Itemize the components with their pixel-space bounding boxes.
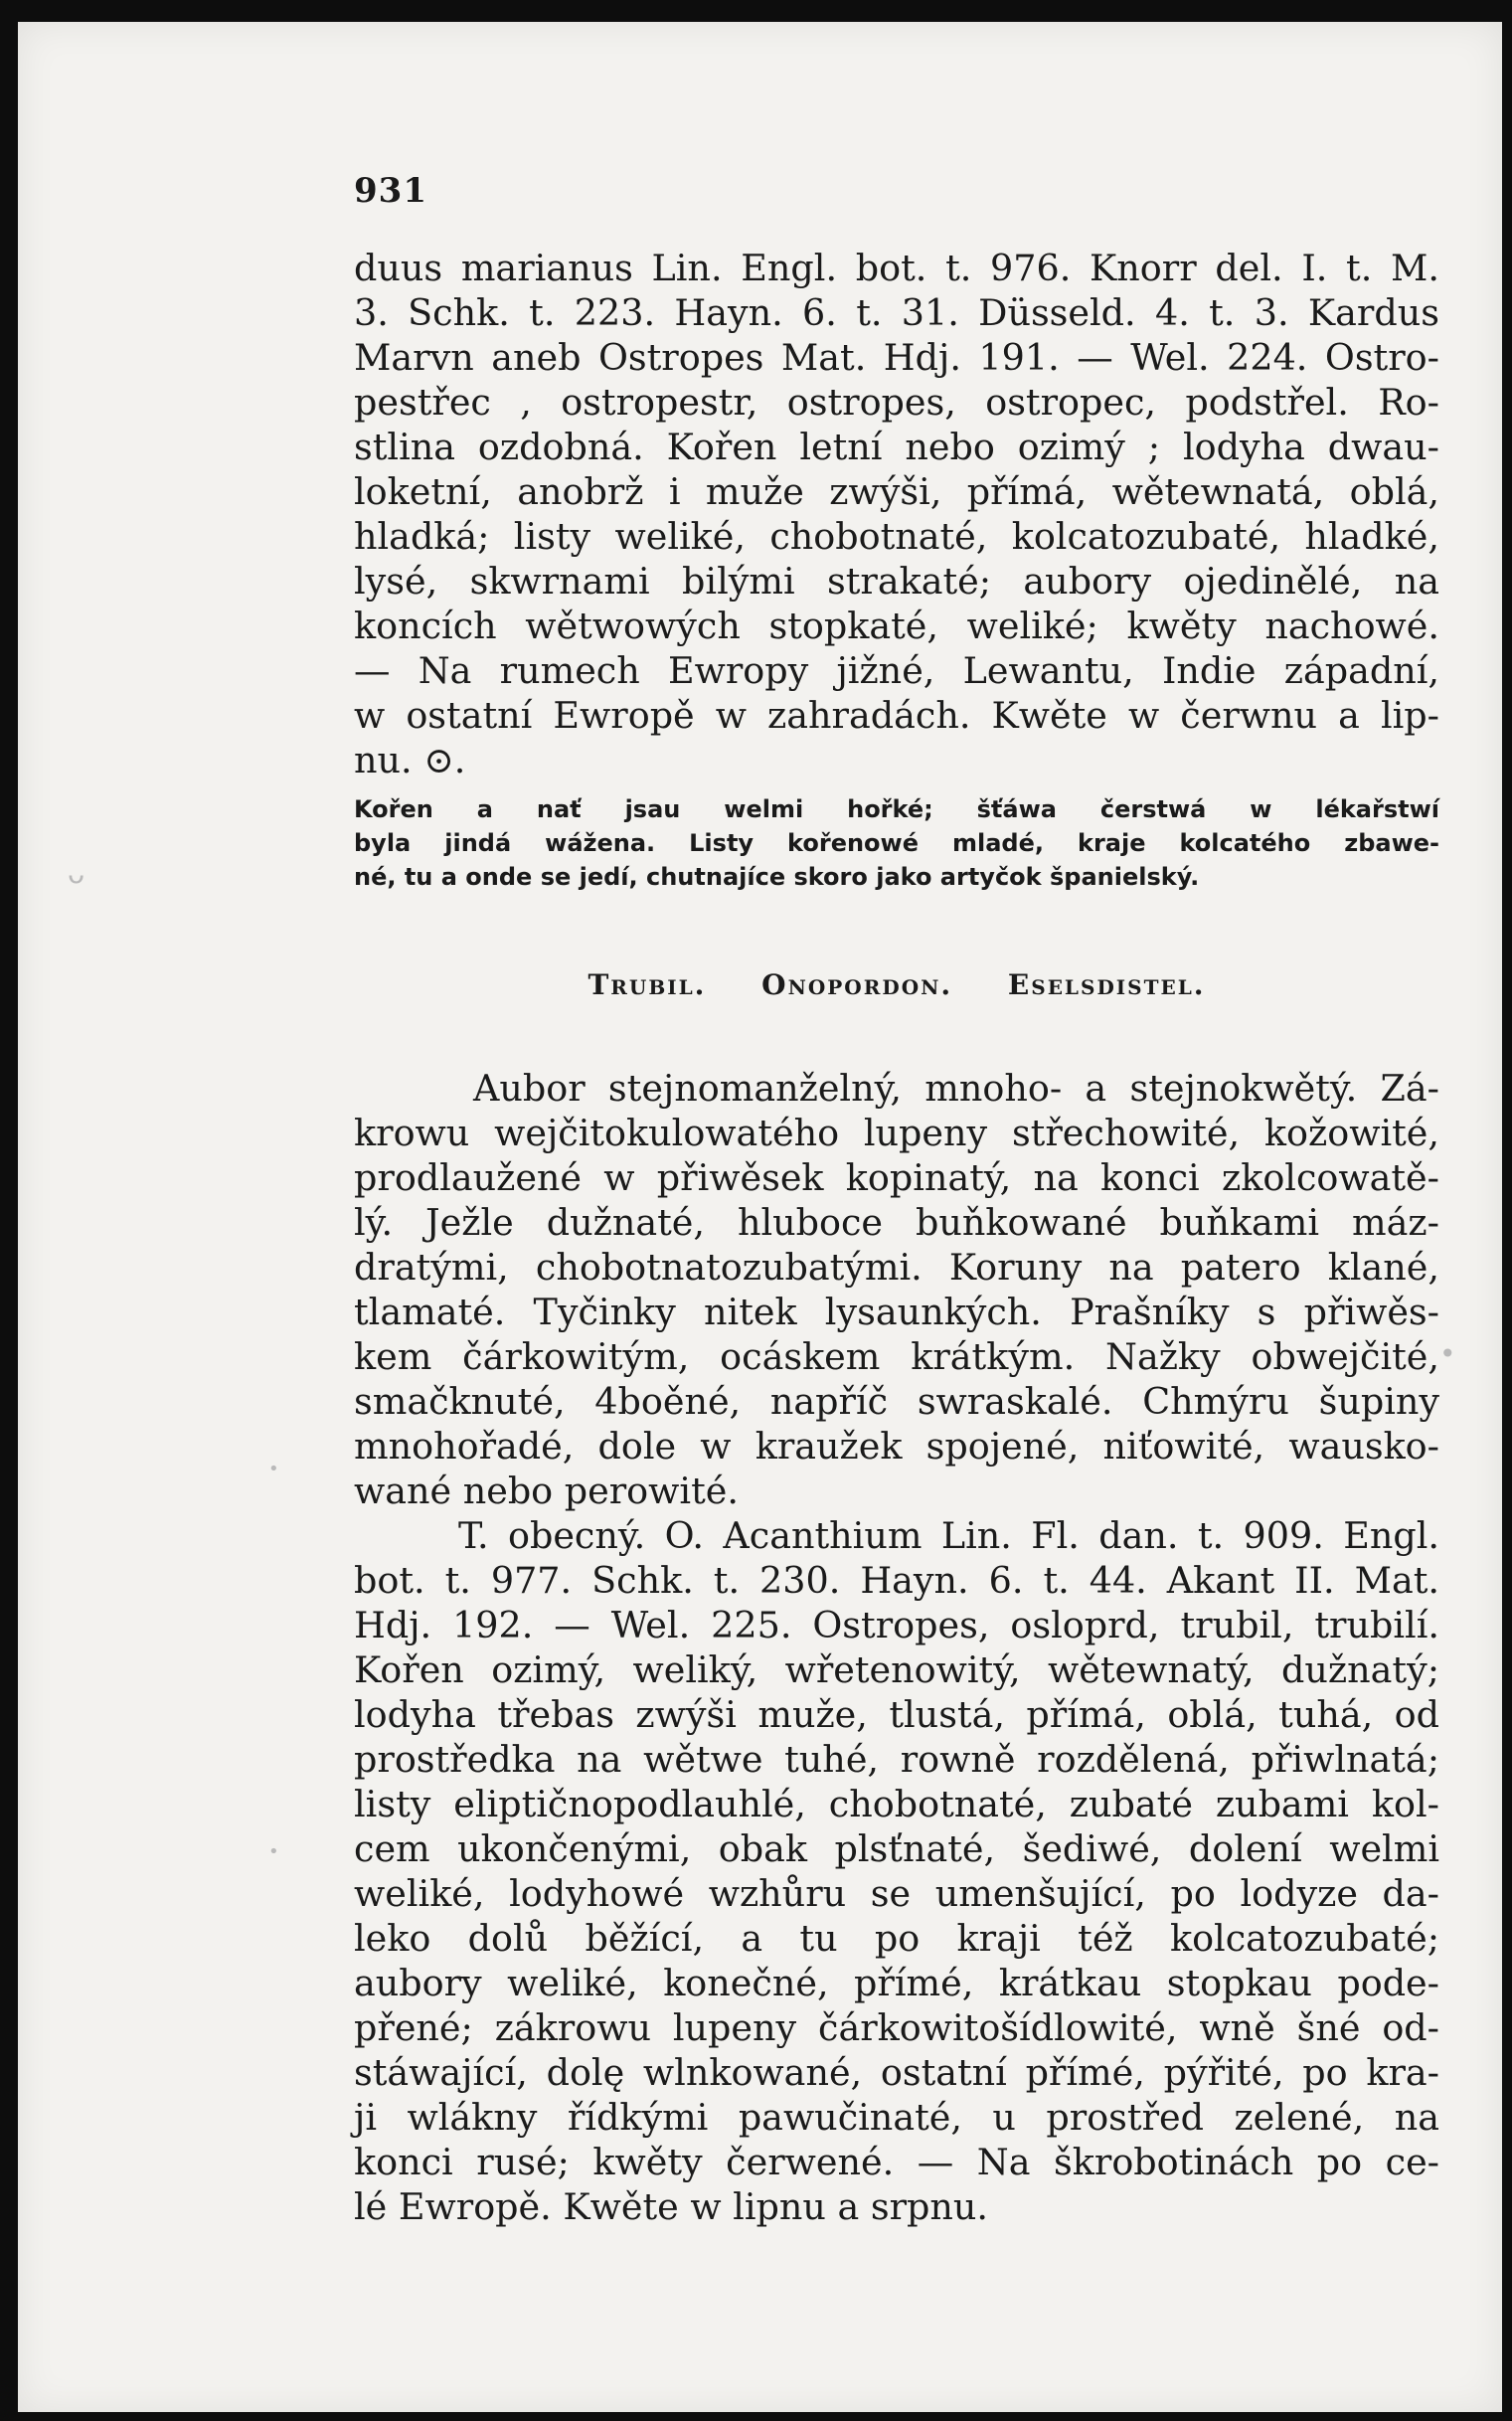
text-line: né, tu a onde se jedí, chutnajíce skoro jako artyčok španielský. xyxy=(354,863,1200,891)
text-line: hladká; listy weliké, chobotnaté, kolcatozubaté, hladké, xyxy=(354,515,1439,558)
text-line: wané nebo perowité. xyxy=(354,1470,739,1512)
text-line: stlina ozdobná. Kořen letní nebo ozimý ; lodyha dwau- xyxy=(354,426,1439,468)
text-line: ji wlákny řídkými pawučinaté, u prostřed zelené, na xyxy=(354,2096,1439,2139)
text-line: Kořen ozimý, weliký, wřetenowitý, wětewnatý, dužnatý; xyxy=(354,1648,1439,1691)
text-line: krowu wejčitokulowatého lupeny střechowité, kožowité, xyxy=(354,1112,1439,1154)
text-line: — Na rumech Ewropy jižné, Lewantu, Indie západní, xyxy=(354,649,1439,692)
text-line: nu. ⊙. xyxy=(354,739,466,781)
text-line: lé Ewropě. Kwěte w lipnu a srpnu. xyxy=(354,2185,989,2228)
text-line: lý. Ježle dužnaté, hluboce buňkowané buňkami máz- xyxy=(354,1201,1439,1244)
text-line: leko dolů běžící, a tu po kraji též kolcatozubaté; xyxy=(354,1917,1439,1960)
text-line: bot. t. 977. Schk. t. 230. Hayn. 6. t. 44. Akant II. Mat. xyxy=(354,1559,1439,1602)
text-line: lodyha třebas zwýši muže, tlustá, přímá, oblá, tuhá, od xyxy=(354,1693,1439,1736)
text-line: prodlaužené w přiwěsek kopinatý, na konci zkolcowatě- xyxy=(354,1156,1439,1199)
page-number: 931 xyxy=(354,171,427,211)
margin-mark: • xyxy=(1439,1337,1456,1370)
text-line: tlamaté. Tyčinky nitek lysaunkých. Prašníky s přiwěs- xyxy=(354,1291,1439,1333)
paragraph-carduus-marianus xyxy=(354,246,1439,782)
footnote-paragraph xyxy=(354,792,1439,894)
margin-mark: • xyxy=(268,1459,279,1479)
text-line: stáwající, dolę wlnkowané, ostatní přímé, pýřité, po kra- xyxy=(354,2051,1439,2094)
text-line: w ostatní Ewropě w zahradách. Kwěte w čerwnu a lip- xyxy=(354,694,1439,737)
heading-german: Eselsdistel. xyxy=(1007,968,1206,1001)
text-line: listy eliptičnopodlauhlé, chobotnaté, zubaté zubami kol- xyxy=(354,1783,1439,1825)
text-line: loketní, anobrž i muže zwýši, přímá, wětewnatá, oblá, xyxy=(354,470,1439,513)
text-line: byla jindá wážena. Listy kořenowé mladé, kraje kolcatého zbawe- xyxy=(354,829,1439,857)
text-line: prostředka na wětwe tuhé, rowně rozdělená, přiwlnatá; xyxy=(354,1738,1439,1781)
paragraph-onopordon-acanthium xyxy=(354,1513,1439,2229)
text-line: Kořen a nať jsau welmi hořké; šťáwa čerstwá w lékařstwí xyxy=(354,795,1439,823)
margin-mark: ᴗ xyxy=(68,857,85,890)
text-line: mnohořadé, dole w kraužek spojené, niťowité, wausko- xyxy=(354,1425,1439,1468)
text-line: přené; zákrowu lupeny čárkowitošídlowité, wně šné od- xyxy=(354,2006,1439,2049)
text-line: koncích wětwowých stopkaté, weliké; kwěty nachowé. xyxy=(354,605,1439,647)
text-line: Hdj. 192. — Wel. 225. Ostropes, osloprd, trubil, trubilí. xyxy=(354,1604,1439,1646)
text-line: aubory weliké, konečné, přímé, krátkau stopkau pode- xyxy=(354,1962,1439,2004)
text-line: lysé, skwrnami bilými strakaté; aubory ojedinělé, na xyxy=(354,560,1439,603)
genus-heading xyxy=(354,968,1439,1001)
book-page xyxy=(18,22,1502,2412)
margin-mark: • xyxy=(268,1841,279,1862)
text-line: Aubor stejnomanželný, mnoho- a stejnokwětý. Zá- xyxy=(473,1067,1439,1110)
text-line: konci rusé; kwěty čerwené. — Na škrobotinách po ce- xyxy=(354,2141,1439,2183)
text-line: smačknuté, 4boěné, napříč swraskalé. Chmýru šupiny xyxy=(354,1380,1439,1423)
text-line: weliké, lodyhowé wzhůru se umenšující, po lodyze da- xyxy=(354,1872,1439,1915)
text-line: Marvn aneb Ostropes Mat. Hdj. 191. — Wel. 224. Ostro- xyxy=(354,336,1439,379)
heading-czech: Trubil. xyxy=(588,968,707,1001)
text-line: T. obecný. O. Acanthium Lin. Fl. dan. t. 909. Engl. xyxy=(458,1514,1439,1557)
text-line: dratými, chobotnatozubatými. Koruny na patero klané, xyxy=(354,1246,1439,1289)
paragraph-genus-description xyxy=(354,1066,1439,1513)
heading-latin: Onopordon. xyxy=(761,968,953,1001)
text-line: kem čárkowitým, ocáskem krátkým. Nažky obwejčité, xyxy=(354,1335,1439,1378)
text-line: duus marianus Lin. Engl. bot. t. 976. Knorr del. I. t. M. xyxy=(354,247,1439,289)
text-line: cem ukončenými, obak plsťnaté, šediwé, dolení welmi xyxy=(354,1827,1439,1870)
text-line: pestřec , ostropestr, ostropes, ostropec, podstřel. Ro- xyxy=(354,381,1439,424)
text-line: 3. Schk. t. 223. Hayn. 6. t. 31. Düsseld. 4. t. 3. Kardus xyxy=(354,291,1439,334)
